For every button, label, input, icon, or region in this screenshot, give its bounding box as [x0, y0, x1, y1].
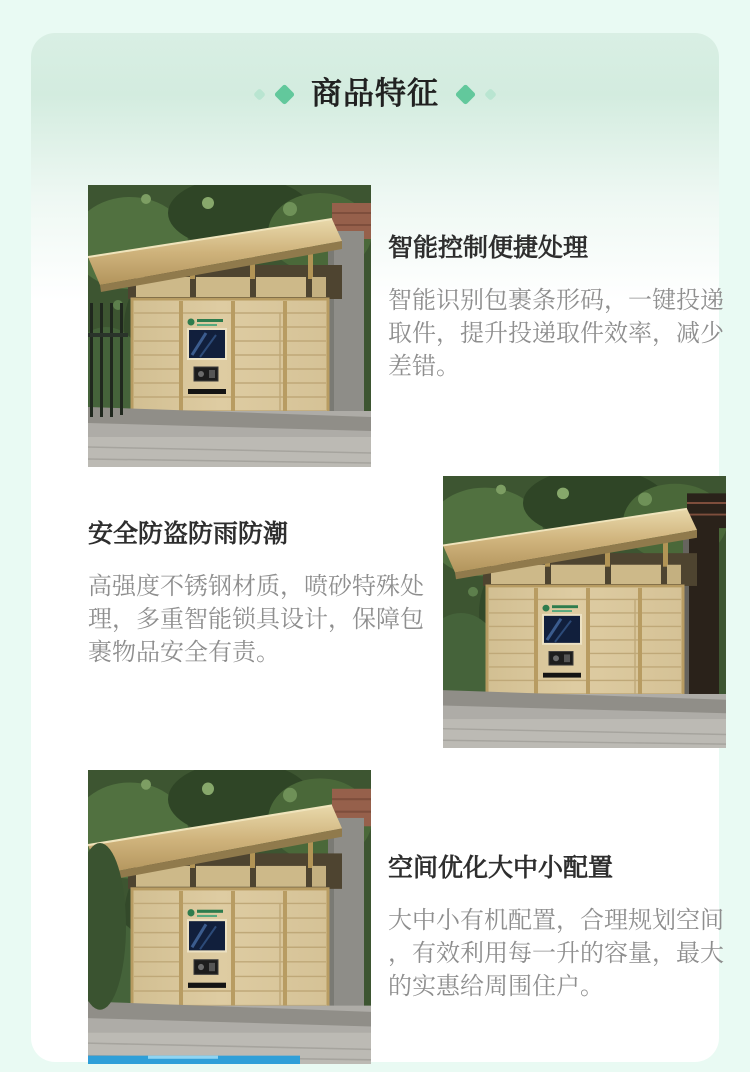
- feature-body-line: 大中小有机配置，合理规划空间: [388, 907, 724, 934]
- diamond-small-icon: [484, 88, 497, 101]
- feature-body-line: 差错。: [388, 353, 460, 380]
- locker-photo-capacity: [88, 770, 371, 1064]
- feature-body-line: 智能识别包裹条形码，一键投递: [388, 287, 724, 314]
- feature-body-line: ，有效利用每一升的容量，最大: [388, 940, 724, 967]
- feature-heading: 空间优化大中小配置: [388, 854, 614, 882]
- feature-heading: 智能控制便捷处理: [388, 234, 589, 262]
- feature-body: [388, 904, 726, 1003]
- diamond-large-icon: [274, 83, 295, 104]
- feature-body-line: 的实惠给周围住户。: [388, 973, 604, 1000]
- feature-body: [88, 570, 428, 669]
- feature-section-smart-control: [388, 235, 726, 383]
- feature-section-security: [88, 521, 428, 669]
- feature-body-line: 理，多重智能锁具设计，保障包: [88, 606, 424, 633]
- features-card: [31, 33, 724, 1062]
- diamond-large-icon: [455, 83, 476, 104]
- feature-body-line: 取件，提升投递取件效率，减少: [388, 320, 724, 347]
- diamond-small-icon: [253, 88, 266, 101]
- feature-body-line: 高强度不锈钢材质，喷砂特殊处: [88, 573, 424, 600]
- feature-body: [388, 284, 726, 383]
- locker-photo-smart-control: [88, 185, 371, 467]
- locker-photo-security: [443, 476, 726, 748]
- feature-heading: 安全防盗防雨防潮: [88, 520, 289, 548]
- feature-section-capacity: [388, 855, 726, 1003]
- feature-body-line: 裹物品安全有责。: [88, 639, 280, 666]
- section-title-bar: [0, 64, 750, 124]
- page-title: 商品特征: [311, 75, 439, 111]
